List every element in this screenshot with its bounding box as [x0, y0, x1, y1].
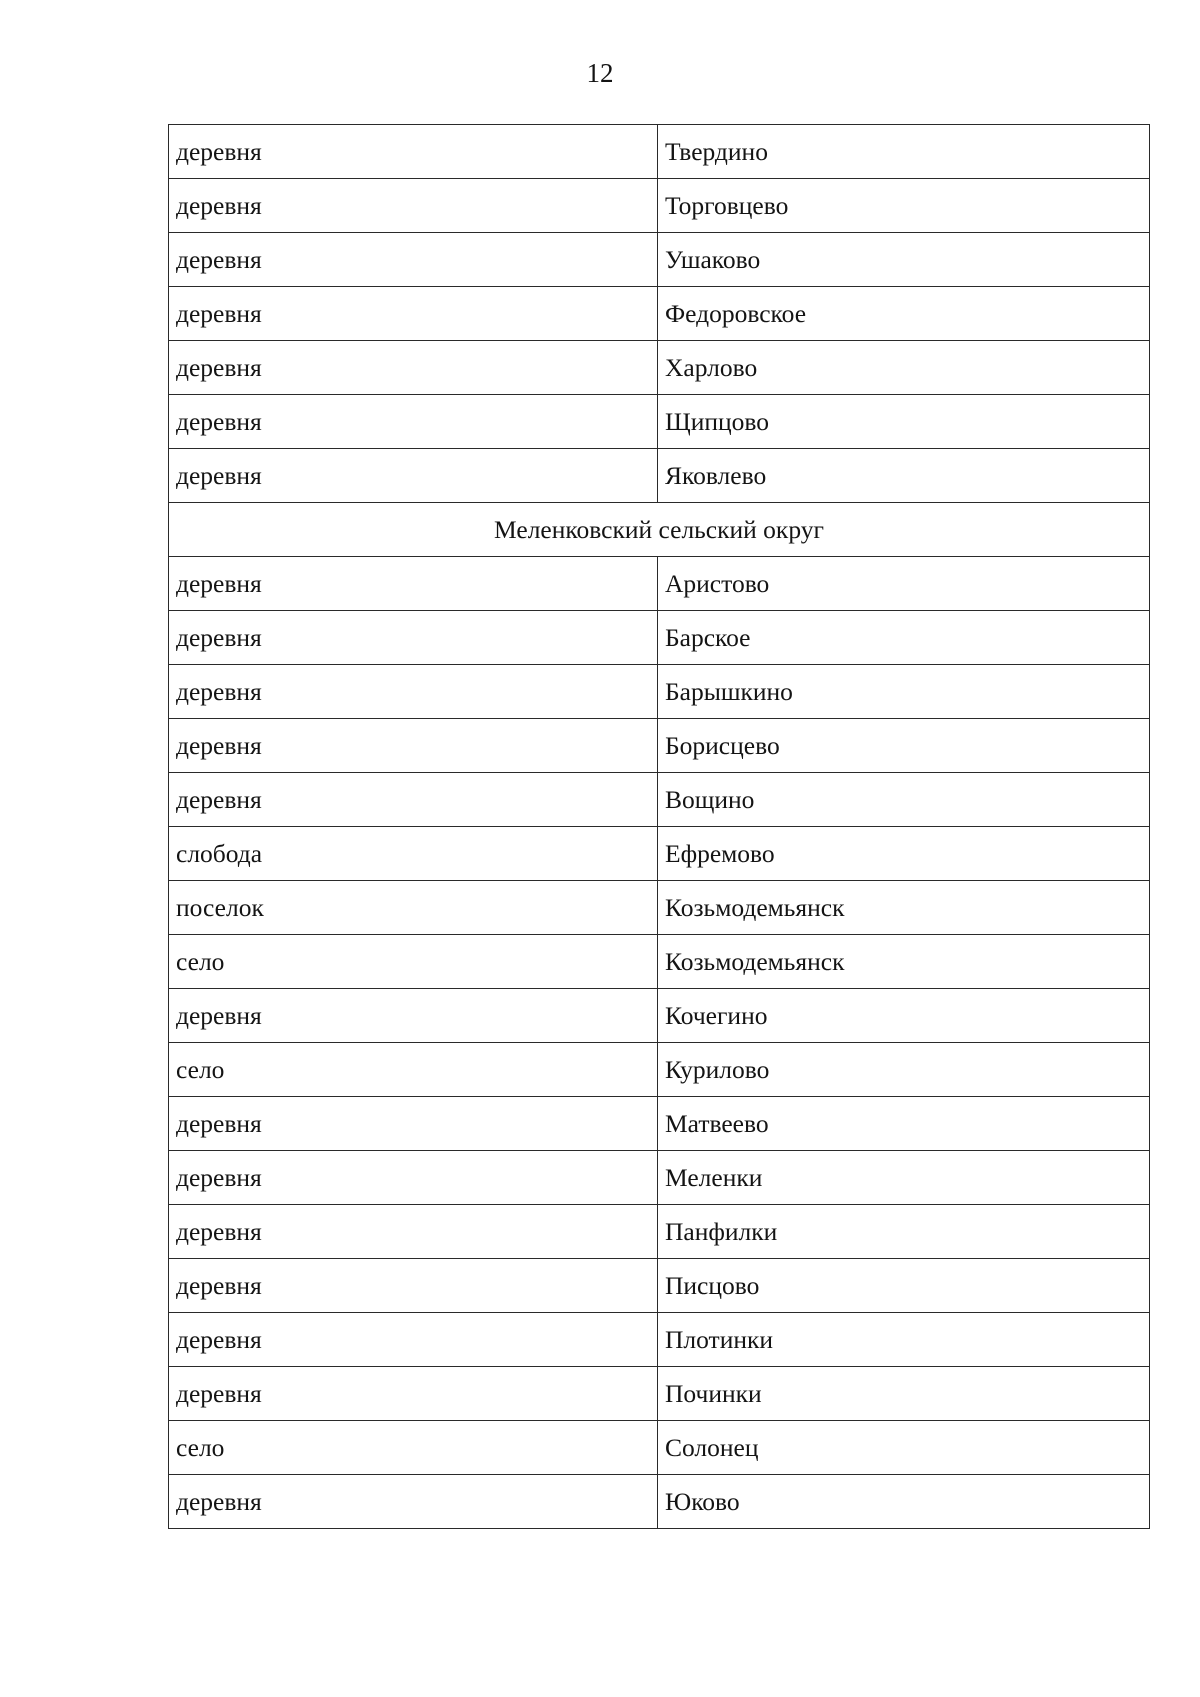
- settlement-name-cell: Кочегино: [658, 989, 1150, 1043]
- settlement-type-cell: деревня: [169, 989, 658, 1043]
- settlement-name-cell: Курилово: [658, 1043, 1150, 1097]
- settlement-type-cell: деревня: [169, 233, 658, 287]
- table-row: [169, 125, 1150, 179]
- table-row: [169, 341, 1150, 395]
- settlement-type-cell: деревня: [169, 287, 658, 341]
- settlement-name-cell: Меленки: [658, 1151, 1150, 1205]
- table-row: [169, 1097, 1150, 1151]
- settlement-type-cell: деревня: [169, 557, 658, 611]
- settlement-name-cell: Щипцово: [658, 395, 1150, 449]
- table-row: [169, 827, 1150, 881]
- table-row: [169, 989, 1150, 1043]
- settlement-type-cell: деревня: [169, 125, 658, 179]
- settlement-name-cell: Твердино: [658, 125, 1150, 179]
- settlement-type-cell: деревня: [169, 1475, 658, 1529]
- table-row: [169, 935, 1150, 989]
- table-body: [169, 125, 1150, 1529]
- table-row: [169, 233, 1150, 287]
- settlement-name-cell: Борисцево: [658, 719, 1150, 773]
- settlement-type-cell: деревня: [169, 449, 658, 503]
- settlement-name-cell: Барышкино: [658, 665, 1150, 719]
- settlement-type-cell: деревня: [169, 1313, 658, 1367]
- table-row: [169, 449, 1150, 503]
- table-row: [169, 773, 1150, 827]
- section-row: [169, 503, 1150, 557]
- table-row: [169, 611, 1150, 665]
- settlement-name-cell: Ефремово: [658, 827, 1150, 881]
- settlement-name-cell: Яковлево: [658, 449, 1150, 503]
- table-row: [169, 1259, 1150, 1313]
- settlement-name-cell: Ушаково: [658, 233, 1150, 287]
- settlement-type-cell: село: [169, 1043, 658, 1097]
- settlement-type-cell: деревня: [169, 1367, 658, 1421]
- table-row: [169, 557, 1150, 611]
- settlement-name-cell: Торговцево: [658, 179, 1150, 233]
- settlement-type-cell: деревня: [169, 1151, 658, 1205]
- settlement-name-cell: Барское: [658, 611, 1150, 665]
- settlement-name-cell: Козьмодемьянск: [658, 881, 1150, 935]
- settlement-name-cell: Вощино: [658, 773, 1150, 827]
- table-row: [169, 1043, 1150, 1097]
- table-row: [169, 881, 1150, 935]
- table-row: [169, 1151, 1150, 1205]
- settlement-name-cell: Козьмодемьянск: [658, 935, 1150, 989]
- table-row: [169, 395, 1150, 449]
- settlement-type-cell: деревня: [169, 719, 658, 773]
- table-row: [169, 1475, 1150, 1529]
- settlement-type-cell: деревня: [169, 665, 658, 719]
- settlement-type-cell: поселок: [169, 881, 658, 935]
- settlement-type-cell: деревня: [169, 611, 658, 665]
- table-row: [169, 665, 1150, 719]
- settlement-type-cell: слобода: [169, 827, 658, 881]
- table-row: [169, 1421, 1150, 1475]
- settlement-name-cell: Починки: [658, 1367, 1150, 1421]
- table-row: [169, 1313, 1150, 1367]
- table-row: [169, 287, 1150, 341]
- settlement-type-cell: село: [169, 935, 658, 989]
- settlement-type-cell: деревня: [169, 341, 658, 395]
- settlement-name-cell: Солонец: [658, 1421, 1150, 1475]
- settlement-name-cell: Харлово: [658, 341, 1150, 395]
- table-row: [169, 719, 1150, 773]
- settlement-name-cell: Федоровское: [658, 287, 1150, 341]
- settlement-type-cell: деревня: [169, 1205, 658, 1259]
- table-row: [169, 1367, 1150, 1421]
- table-row: [169, 179, 1150, 233]
- settlement-name-cell: Плотинки: [658, 1313, 1150, 1367]
- settlement-type-cell: деревня: [169, 1259, 658, 1313]
- settlement-type-cell: деревня: [169, 1097, 658, 1151]
- settlement-name-cell: Юково: [658, 1475, 1150, 1529]
- settlement-name-cell: Панфилки: [658, 1205, 1150, 1259]
- settlements-table: [168, 124, 1150, 1529]
- settlement-type-cell: деревня: [169, 179, 658, 233]
- table-row: [169, 1205, 1150, 1259]
- settlement-type-cell: деревня: [169, 773, 658, 827]
- settlement-name-cell: Писцово: [658, 1259, 1150, 1313]
- settlement-name-cell: Аристово: [658, 557, 1150, 611]
- settlement-type-cell: деревня: [169, 395, 658, 449]
- section-heading: Меленковский сельский округ: [169, 503, 1150, 557]
- settlement-type-cell: село: [169, 1421, 658, 1475]
- settlement-name-cell: Матвеево: [658, 1097, 1150, 1151]
- page-number: 12: [586, 58, 614, 88]
